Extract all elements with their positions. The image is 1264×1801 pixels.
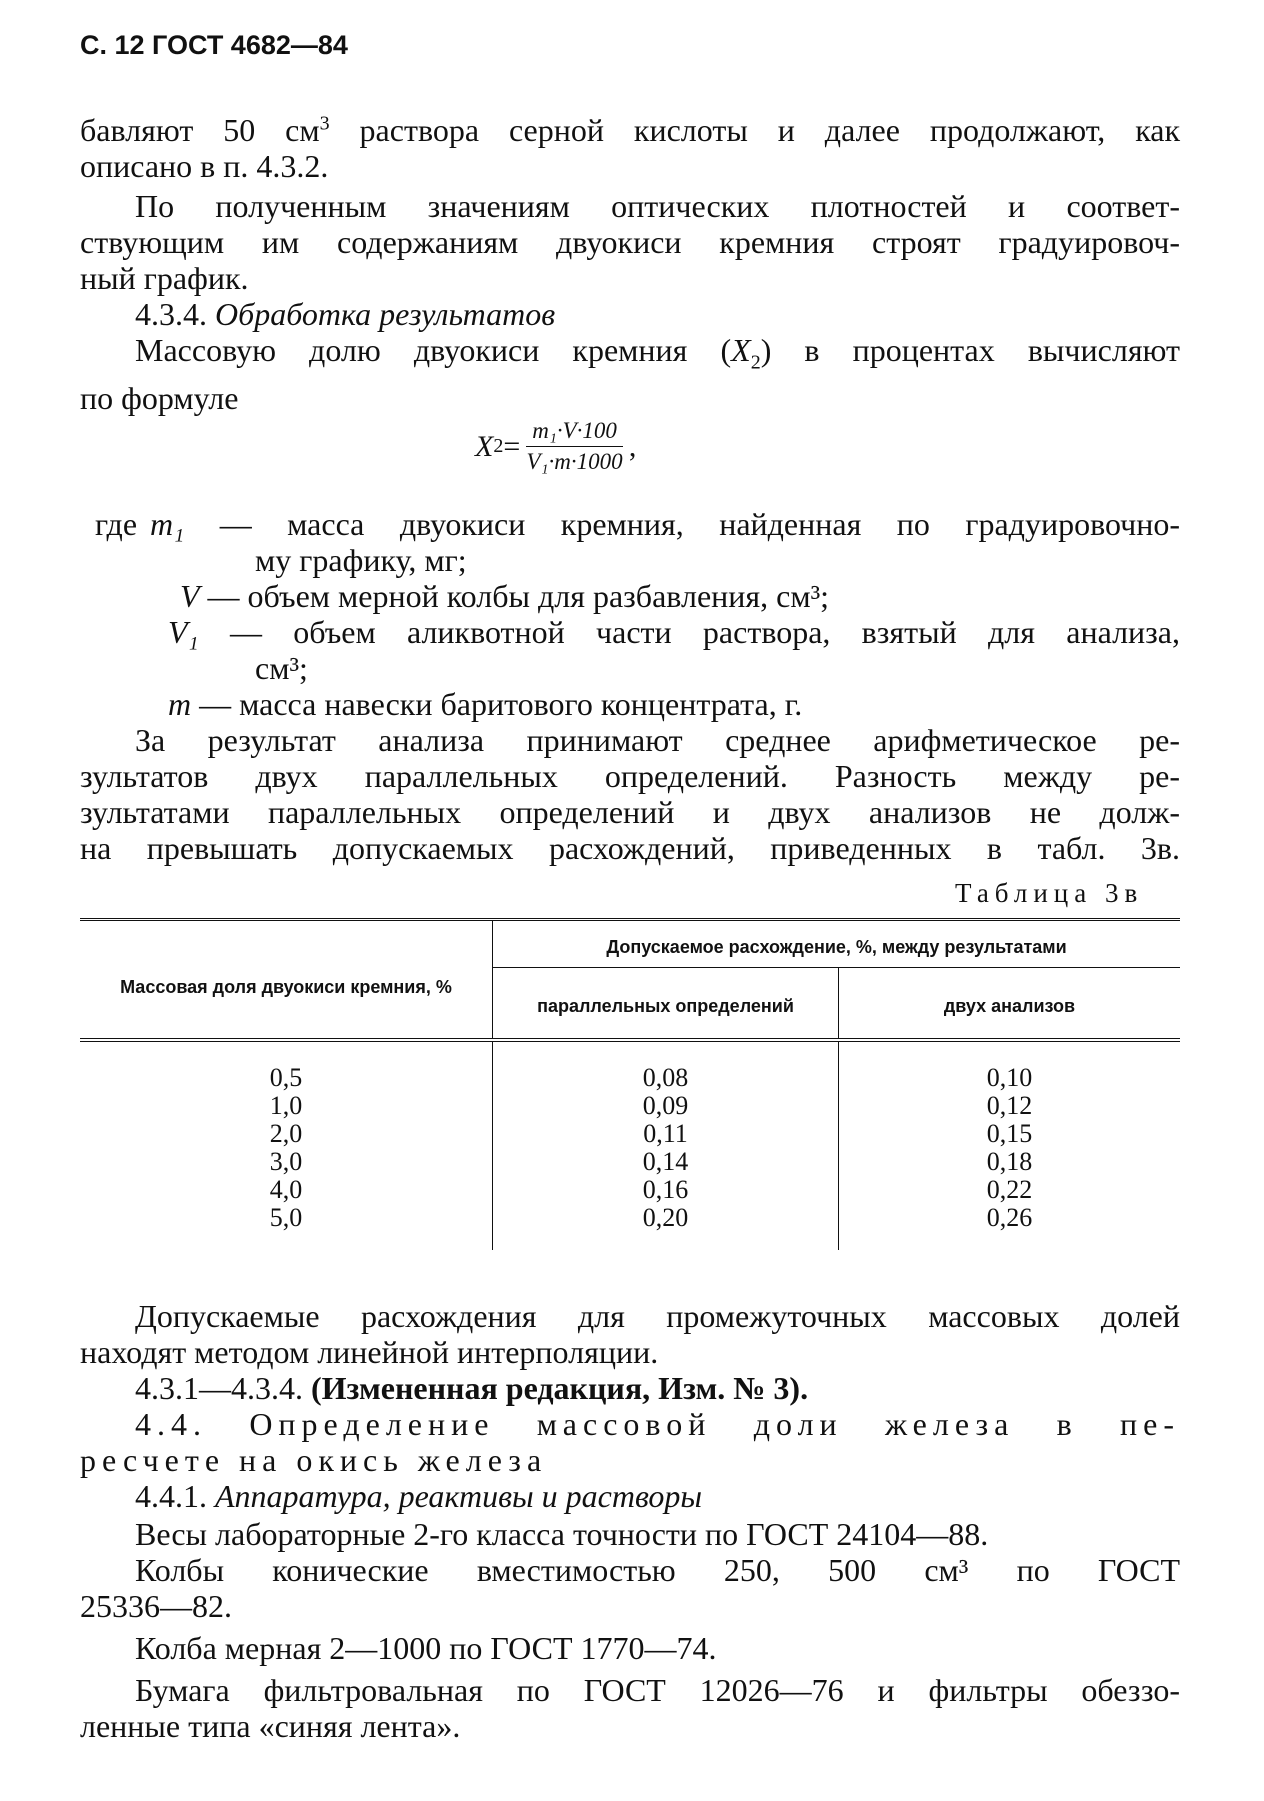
list-item: Колбы конические вместимостью 250, 500 см³ по ГОСТ <box>135 1552 1180 1588</box>
list-item: Весы лабораторные 2-го класса точности по ГОСТ 24104—88. <box>135 1516 989 1552</box>
header-parallel: параллельных определений <box>493 968 839 1041</box>
list-item: Колба мерная 2—1000 по ГОСТ 1770—74. <box>135 1630 717 1666</box>
paragraph-formula-intro: Массовую долю двуокиси кремния $(X_2)$ в процентах вычисляют по формуле <box>80 332 1181 417</box>
paragraph-continuation: бавляют 50 $см^3$ раствора серной кислоты и далее продолжают, как описано в п. 4.3.2. <box>80 112 1180 184</box>
section-4-3-4-heading: 4.3.4. Обработка результатов <box>135 296 556 332</box>
header-mass-fraction: Массовая доля двуокиси кремния, % <box>80 920 493 1041</box>
table-title: Таблица 3в <box>955 878 1144 908</box>
where-item-v1: V₁ — объем аликвотной части раствора, взятый для анализа, см³; <box>168 614 1180 686</box>
header-two-analyses: двух анализов <box>839 968 1181 1041</box>
header-tolerance: Допускаемое расхождение, %, между результатами <box>493 920 1181 968</box>
paragraph-interpolation: Допускаемые расхождения для промежуточных массовых долей находят методом линейной интерполяции. <box>80 1298 1180 1370</box>
amendment-note: 4.3.1—4.3.4. (Измененная редакция, Изм. № 3). <box>135 1370 809 1406</box>
where-item-m1: m₁ — масса двуокиси кремния, найденная по градуировочно- му графику, мг; <box>150 506 1181 578</box>
formula-x2: X 2 = $\frac{\text{m₁·V·100}}{\text{V₁·m·1000}}$ , <box>475 418 637 474</box>
section-4-4-heading: 4.4. Определение массовой доли железа в пе- ресчете на окись железа <box>80 1406 1180 1478</box>
cells-two-analyses: 0,10 0,12 0,15 0,18 0,22 0,26 <box>839 1040 1181 1250</box>
where-lead: где <box>95 506 138 542</box>
paragraph-calibration: По полученным значениям оптических плотностей и соответ- ствующим им содержаниям двуокиси кремния строят градуировоч- ный график. <box>80 188 1180 296</box>
formula-fraction: $\frac{\text{m₁·V·100}}{\text{V₁·m·1000}}$ <box>526 418 623 474</box>
tolerance-table <box>80 918 1180 1250</box>
page-header: С. 12 ГОСТ 4682—84 <box>80 30 348 60</box>
paragraph-result: За результат анализа принимают среднее арифметическое ре- зультатов двух параллельных определений. Разность между ре- зультатами параллельных определений и двух анализов не долж- на превышать допускаемых расхождений, приведенных в табл. 3в. <box>80 722 1180 866</box>
where-item-m: m — масса навески баритового концентрата, г. <box>168 686 803 722</box>
table-row <box>80 1040 1180 1250</box>
cells-mass-fraction: 0,5 1,0 2,0 3,0 4,0 5,0 <box>269 1063 303 1232</box>
list-item: Бумага фильтровальная по ГОСТ 12026—76 и фильтры обеззо- <box>135 1672 1180 1708</box>
where-item-v: V — объем мерной колбы для разбавления, см³; <box>180 578 830 614</box>
equipment-list: Весы лабораторные 2-го класса точности по ГОСТ 24104—88. Колбы конические вместимостью 250, 500 см³ по ГОСТ 25336—82. Колба мерная 2—1000 по ГОСТ 1770—74. Бумага фильтровальная по ГОСТ 12026—76 и фильтры обеззо- ленные типа «синяя лента». <box>80 1516 1180 1744</box>
cells-parallel: 0,08 0,09 0,11 0,14 0,16 0,20 <box>493 1040 839 1250</box>
section-4-4-1-heading: 4.4.1. Аппаратура, реактивы и растворы <box>135 1478 703 1514</box>
